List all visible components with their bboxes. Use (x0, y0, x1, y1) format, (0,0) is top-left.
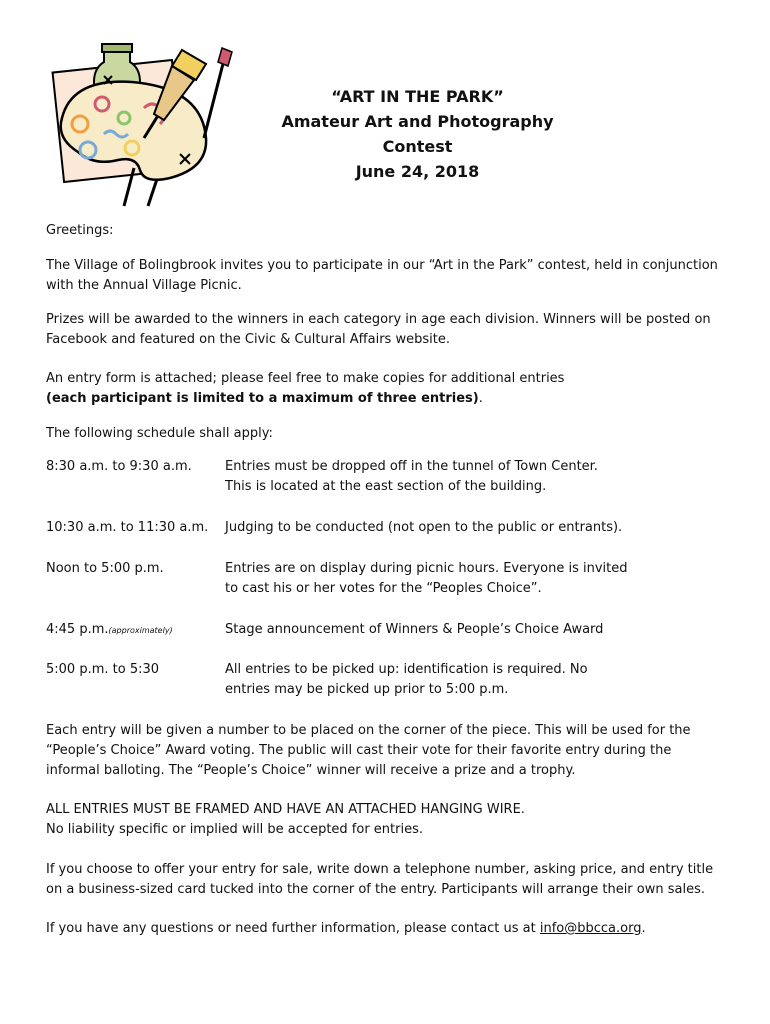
schedule-description: Judging to be conducted (not open to the public or entrants). (225, 520, 623, 535)
schedule-description: Entries must be dropped off in the tunnel of Town Center. This is located at the east section of the building. (225, 459, 598, 494)
schedule-time: 10:30 a.m. to 11:30 a.m. (46, 520, 209, 535)
document-title (260, 84, 575, 184)
text-line: “People’s Choice” Award voting. The public will cast their vote for their favorite entry during the (46, 743, 672, 758)
text-line: An entry form is attached; please feel free to make copies for additional entries (46, 371, 565, 386)
text-line: The Village of Bolingbrook invites you to participate in our “Art in the Park” contest, held in conjunction (46, 258, 718, 273)
greeting: Greetings: (46, 223, 114, 238)
schedule-time: 4:45 p.m.(approximately) (46, 622, 173, 637)
text-line: informal balloting. The “People’s Choice” winner will receive a prize and a trophy. (46, 763, 576, 778)
schedule-time: Noon to 5:00 p.m. (46, 561, 164, 576)
framing-paragraph (46, 800, 736, 840)
schedule-description: Stage announcement of Winners & People’s Choice Award (225, 622, 604, 637)
schedule-time: 5:00 p.m. to 5:30 (46, 662, 160, 677)
numbering-paragraph (46, 721, 736, 781)
schedule-time: 8:30 a.m. to 9:30 a.m. (46, 459, 192, 474)
title-line: “ART IN THE PARK” (331, 87, 504, 106)
sale-paragraph (46, 860, 736, 900)
text-line: Facebook and featured on the Civic & Cultural Affairs website. (46, 332, 450, 347)
text-line: on a business-sized card tucked into the corner of the entry. Participants will arrange their own sales. (46, 882, 706, 897)
schedule-description: Entries are on display during picnic hours. Everyone is invited to cast his or her votes for the “Peoples Choice”. (225, 561, 628, 596)
entry-form-paragraph (46, 369, 736, 409)
prizes-paragraph (46, 310, 736, 350)
intro-paragraph (46, 256, 736, 296)
text-line: Prizes will be awarded to the winners in each category in age each division. Winners will be posted on (46, 312, 711, 327)
entry-limit-note: (each participant is limited to a maximum of three entries) (46, 391, 479, 406)
text-line: (each participant is limited to a maximum of three entries). (46, 391, 483, 406)
subtitle-line: Amateur Art and Photography (281, 112, 554, 131)
schedule-intro: The following schedule shall apply: (46, 426, 273, 441)
text-line: No liability specific or implied will be accepted for entries. (46, 822, 423, 837)
text-line: ALL ENTRIES MUST BE FRAMED AND HAVE AN ATTACHED HANGING WIRE. (46, 802, 525, 817)
text-line: If you choose to offer your entry for sale, write down a telephone number, asking price, and entry title (46, 862, 714, 877)
contact-paragraph: If you have any questions or need further information, please contact us at info@bbcca.org. (46, 921, 646, 936)
text-line: Each entry will be given a number to be placed on the corner of the piece. This will be used for the (46, 723, 691, 738)
schedule-description: All entries to be picked up: identification is required. No entries may be picked up prior to 5:00 p.m. (225, 662, 588, 697)
text-line: with the Annual Village Picnic. (46, 278, 242, 293)
contact-email-link[interactable]: info@bbcca.org (539, 921, 642, 936)
date-line: June 24, 2018 (355, 162, 480, 181)
subtitle-line: Contest (382, 137, 453, 156)
art-palette-icon (44, 38, 244, 208)
time-note: (approximately) (108, 626, 173, 635)
